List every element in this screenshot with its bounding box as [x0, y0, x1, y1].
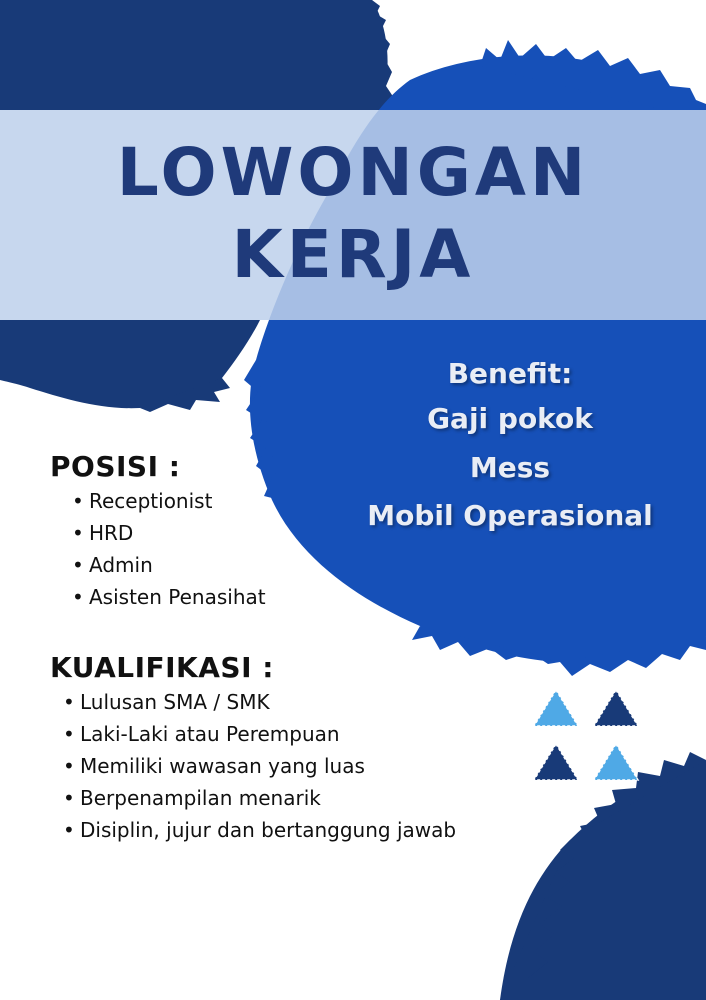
bullet-icon: •: [63, 786, 75, 810]
kualifikasi-item: [63, 686, 456, 718]
kualifikasi-item-label: Berpenampilan menarik: [80, 786, 321, 810]
triangle-dark-icon: [532, 742, 580, 782]
posisi-item: [72, 517, 266, 549]
posisi-item: [72, 581, 266, 613]
kualifikasi-item-label: Lulusan SMA / SMK: [80, 690, 270, 714]
kualifikasi-list: [63, 686, 457, 846]
navy-brush-under-band: [0, 320, 260, 408]
posisi-item-label: Asisten Penasihat: [89, 585, 266, 609]
posisi-item-label: HRD: [89, 521, 134, 545]
navy-brush-top-left: [0, 0, 388, 110]
bullet-icon: •: [63, 722, 75, 746]
triangle-light-icon: [532, 688, 580, 728]
kualifikasi-item-label: Laki-Laki atau Perempuan: [80, 722, 340, 746]
bullet-icon: •: [72, 553, 84, 577]
kualifikasi-item: [63, 814, 457, 846]
kualifikasi-item: [63, 718, 456, 750]
posisi-list: [72, 485, 266, 613]
bullet-icon: •: [72, 521, 84, 545]
bullet-icon: •: [72, 585, 84, 609]
kualifikasi-title: KUALIFIKASI :: [50, 651, 274, 684]
benefit-title: Benefit:: [447, 357, 573, 390]
kualifikasi-item-label: Disiplin, jujur dan bertanggung jawab: [80, 818, 457, 842]
bullet-icon: •: [63, 690, 75, 714]
kualifikasi-item: [63, 782, 456, 814]
bullet-icon: •: [63, 818, 75, 842]
triangle-dark-icon: [592, 688, 640, 728]
kualifikasi-item-label: Memiliki wawasan yang luas: [80, 754, 365, 778]
benefit-item: Mobil Operasional: [367, 499, 653, 532]
bullet-icon: •: [63, 754, 75, 778]
posisi-item-label: Receptionist: [89, 489, 213, 513]
bullet-icon: •: [72, 489, 84, 513]
posisi-item: [72, 485, 266, 517]
kualifikasi-item: [63, 750, 456, 782]
headline-line-2: KERJA: [231, 216, 475, 293]
benefit-item: Gaji pokok: [427, 402, 593, 435]
triangle-light-icon: [592, 742, 640, 782]
posisi-title: POSISI :: [50, 450, 181, 483]
benefit-item: Mess: [469, 451, 551, 484]
posisi-item-label: Admin: [89, 553, 153, 577]
headline-line-1: LOWONGAN: [116, 134, 590, 211]
posisi-item: [72, 549, 266, 581]
